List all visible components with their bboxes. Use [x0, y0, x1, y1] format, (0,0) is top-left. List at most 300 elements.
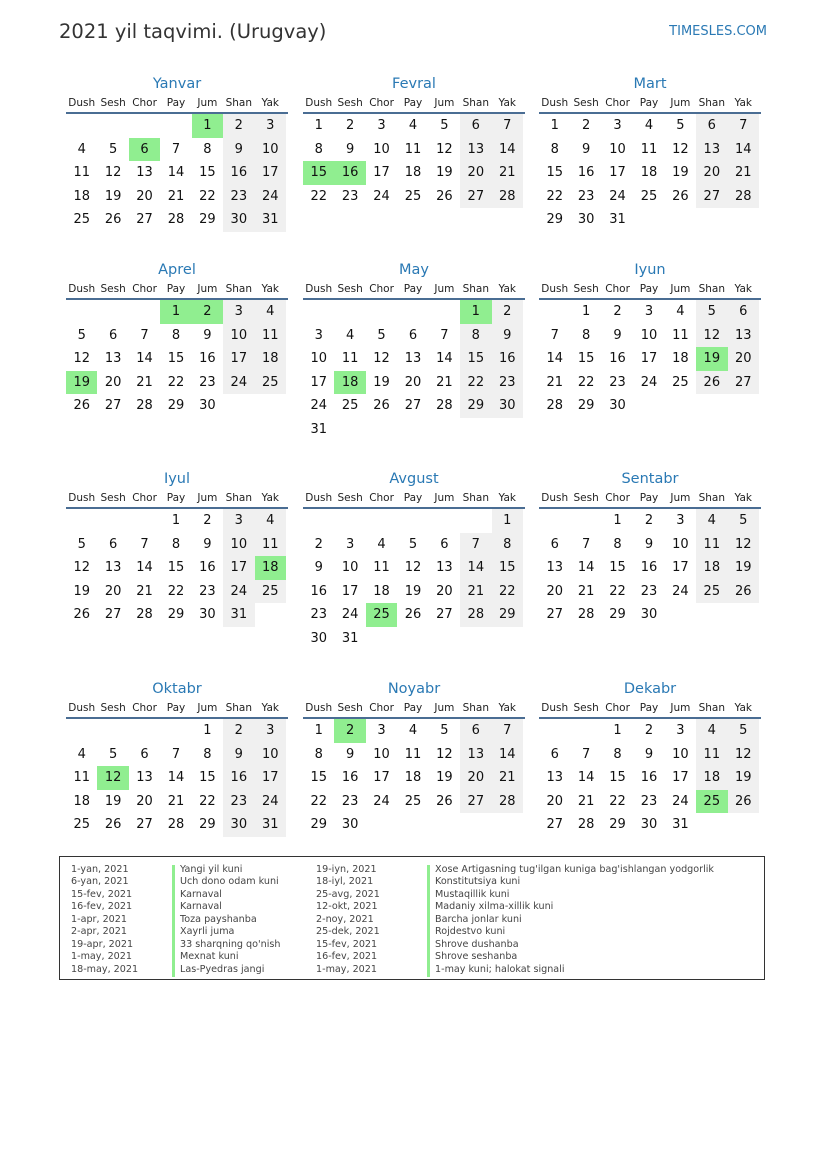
- day-cell: 1: [613, 513, 622, 528]
- day-cell: 8: [314, 141, 323, 157]
- day-cell: 2: [223, 114, 254, 138]
- day-cell: 8: [314, 746, 323, 762]
- day-cell: 28: [436, 398, 453, 414]
- day-cell: 4: [696, 719, 727, 743]
- day-cell: 23: [341, 188, 359, 204]
- day-cell: 18: [640, 165, 658, 181]
- day-cell: 4: [255, 509, 286, 533]
- month-name: Sentabr: [621, 471, 679, 487]
- day-empty: [334, 509, 365, 533]
- day-cell-holiday: 2: [192, 300, 223, 324]
- day-cell: 2: [613, 304, 622, 319]
- day-cell: 8: [613, 746, 622, 762]
- holiday-date: 1-yan, 2021: [71, 864, 129, 875]
- day-cell: 19: [436, 770, 453, 786]
- day-cell: 3: [223, 300, 254, 324]
- weekday-label: Yak: [261, 97, 279, 109]
- day-cell: 6: [108, 327, 118, 343]
- day-cell: 24: [223, 580, 254, 604]
- weekday-label: Chor: [605, 492, 630, 504]
- day-cell: 4: [345, 327, 355, 343]
- weekday-label: Yak: [734, 97, 752, 109]
- day-cell: 28: [460, 603, 491, 627]
- weekday-label: Pay: [403, 97, 423, 109]
- day-cell: 8: [613, 536, 622, 552]
- weekday-label: Jum: [197, 492, 218, 504]
- holiday-name: Shrove seshanba: [435, 951, 518, 963]
- day-cell: 26: [436, 793, 453, 809]
- day-cell: 6: [108, 536, 118, 552]
- weekday-label: Shan: [462, 283, 490, 295]
- month-name: Noyabr: [387, 681, 441, 697]
- day-empty: [570, 509, 601, 533]
- month-name: Oktabr: [152, 681, 202, 697]
- day-cell: 6: [696, 114, 727, 138]
- day-cell: 20: [136, 793, 153, 809]
- day-cell: 27: [696, 185, 727, 209]
- day-cell: 24: [255, 790, 286, 814]
- day-cell: 21: [492, 161, 523, 185]
- weekday-label: Jum: [197, 97, 218, 109]
- day-cell: 15: [167, 560, 185, 576]
- day-cell: 18: [696, 766, 727, 790]
- holiday-date: 12-okt, 2021: [316, 901, 378, 913]
- day-cell: 31: [223, 603, 254, 627]
- weekday-label: Dush: [68, 97, 96, 109]
- day-cell: 12: [404, 560, 422, 576]
- day-cell: 25: [341, 398, 359, 414]
- day-cell: 10: [609, 141, 626, 157]
- weekday-label: Jum: [434, 283, 455, 295]
- day-cell: 14: [167, 770, 185, 786]
- weekday-label: Pay: [639, 702, 659, 714]
- day-cell: 26: [373, 398, 390, 414]
- day-cell: 1: [613, 723, 622, 738]
- day-cell: 25: [640, 188, 658, 204]
- day-cell: 30: [640, 817, 658, 833]
- weekday-label: Chor: [605, 97, 630, 109]
- day-cell: 2: [644, 723, 654, 738]
- weekday-label: Sesh: [573, 702, 599, 714]
- day-cell: 31: [310, 421, 327, 437]
- day-grid: [539, 509, 761, 627]
- day-cell: 7: [140, 536, 149, 552]
- day-empty: [429, 300, 460, 324]
- holiday-name: Konstitutsiya kuni: [435, 876, 521, 888]
- day-cell: 13: [546, 770, 563, 786]
- day-cell: 3: [377, 118, 386, 133]
- day-empty: [97, 300, 128, 324]
- weekday-label: Yak: [261, 492, 279, 504]
- day-cell: 1: [492, 509, 523, 533]
- day-cell: 12: [104, 165, 122, 181]
- holiday-date: 15-fev, 2021: [71, 888, 133, 900]
- day-cell: 1: [314, 723, 323, 738]
- weekday-label: Sesh: [337, 283, 363, 295]
- day-cell: 19: [73, 583, 90, 599]
- day-cell: 26: [104, 212, 122, 228]
- day-cell: 26: [728, 790, 759, 814]
- brand-link[interactable]: TIMESLES.COM: [669, 24, 767, 39]
- day-cell: 31: [255, 208, 286, 232]
- day-cell: 27: [460, 185, 491, 209]
- holiday-date: 25-avg, 2021: [316, 888, 380, 900]
- day-cell: 21: [577, 583, 595, 599]
- weekday-label: Dush: [305, 702, 333, 714]
- day-cell: 5: [77, 536, 86, 552]
- day-cell: 10: [223, 533, 254, 557]
- holiday-name: Shrove dushanba: [435, 938, 519, 950]
- day-cell: 12: [73, 560, 90, 576]
- weekday-label: Chor: [605, 283, 630, 295]
- day-cell: 13: [460, 743, 491, 767]
- day-cell: 11: [404, 746, 422, 762]
- day-cell: 28: [167, 212, 185, 228]
- day-cell: 1: [581, 304, 591, 319]
- day-cell: 10: [640, 327, 658, 343]
- day-grid: [303, 719, 525, 837]
- day-cell: 6: [460, 719, 491, 743]
- weekday-label: Yak: [734, 492, 752, 504]
- day-cell: 13: [136, 770, 153, 786]
- holiday-name: Xose Artigasning tug'ilgan kuniga bag'ishlangan yodgorlik: [435, 864, 714, 875]
- day-cell: 21: [167, 793, 185, 809]
- day-cell: 4: [676, 304, 685, 319]
- day-cell: 13: [546, 560, 563, 576]
- day-cell: 3: [676, 723, 685, 738]
- holiday-name: Madaniy xilma-xillik kuni: [435, 901, 554, 913]
- day-cell: 12: [436, 141, 453, 157]
- day-cell: 3: [255, 719, 286, 743]
- weekday-label: Chor: [132, 702, 157, 714]
- day-cell: 22: [492, 580, 523, 604]
- day-cell: 4: [696, 509, 727, 533]
- day-cell: 24: [672, 583, 689, 599]
- weekday-header: [303, 280, 525, 300]
- day-cell: 29: [609, 817, 626, 833]
- day-cell: 5: [408, 536, 418, 552]
- day-grid: [66, 719, 288, 837]
- day-cell: 22: [546, 188, 563, 204]
- day-cell: 26: [696, 371, 727, 395]
- day-cell: 25: [672, 374, 689, 390]
- day-cell: 1: [203, 723, 212, 738]
- day-cell: 5: [728, 509, 759, 533]
- day-cell: 12: [696, 324, 727, 348]
- day-cell: 2: [581, 118, 591, 133]
- day-cell: 8: [203, 141, 212, 157]
- day-cell: 5: [440, 723, 449, 738]
- holiday-name: Mustaqillik kuni: [435, 888, 510, 900]
- weekday-header: [66, 489, 288, 509]
- day-cell: 16: [310, 583, 327, 599]
- weekday-label: Yak: [734, 283, 752, 295]
- weekday-label: Shan: [698, 97, 726, 109]
- day-cell: 4: [644, 118, 654, 133]
- weekday-label: Sesh: [100, 702, 126, 714]
- day-empty: [460, 509, 491, 533]
- weekday-label: Dush: [305, 97, 333, 109]
- day-cell: 9: [345, 141, 355, 157]
- day-cell: 23: [223, 185, 254, 209]
- weekday-label: Jum: [197, 283, 218, 295]
- day-cell: 31: [672, 817, 689, 833]
- day-cell: 25: [404, 188, 422, 204]
- day-cell: 4: [377, 536, 386, 552]
- month-mart: [539, 72, 761, 232]
- weekday-label: Dush: [68, 283, 96, 295]
- day-grid: [303, 509, 525, 651]
- day-cell: 20: [460, 161, 491, 185]
- day-cell: 13: [404, 351, 422, 367]
- day-cell: 4: [255, 300, 286, 324]
- day-cell: 23: [640, 583, 658, 599]
- weekday-header: [66, 699, 288, 719]
- day-cell: 26: [73, 398, 90, 414]
- day-empty: [97, 114, 128, 138]
- holiday-name: Mexnat kuni: [180, 951, 239, 963]
- day-cell: 30: [199, 398, 216, 414]
- day-cell: 13: [104, 560, 122, 576]
- day-cell: 23: [310, 607, 327, 623]
- day-cell: 20: [104, 374, 122, 390]
- day-cell: 27: [136, 817, 153, 833]
- day-cell: 14: [436, 351, 453, 367]
- day-cell: 24: [310, 398, 327, 414]
- day-cell: 14: [546, 351, 563, 367]
- holiday-name: 33 sharqning qo'nish: [180, 938, 281, 950]
- weekday-label: Jum: [670, 97, 691, 109]
- weekday-label: Sesh: [100, 283, 126, 295]
- day-cell: 28: [136, 398, 153, 414]
- day-cell: 24: [373, 188, 390, 204]
- day-cell: 5: [108, 746, 118, 762]
- day-cell: 29: [199, 212, 216, 228]
- day-cell: 8: [203, 746, 212, 762]
- day-cell: 27: [104, 607, 122, 623]
- day-empty: [539, 300, 570, 324]
- month-aprel: [66, 258, 288, 418]
- day-cell: 26: [73, 607, 90, 623]
- weekday-header: [303, 94, 525, 114]
- weekday-label: Shan: [225, 283, 253, 295]
- day-empty: [303, 509, 334, 533]
- day-cell: 8: [550, 141, 559, 157]
- holiday-date: 19-apr, 2021: [71, 938, 134, 950]
- day-empty: [366, 509, 397, 533]
- weekday-label: Sesh: [100, 97, 126, 109]
- day-cell: 3: [223, 509, 254, 533]
- day-grid: [66, 300, 288, 418]
- weekday-label: Sesh: [573, 492, 599, 504]
- day-cell: 17: [672, 560, 689, 576]
- weekday-label: Sesh: [100, 492, 126, 504]
- day-cell: 17: [223, 556, 254, 580]
- day-cell: 25: [73, 817, 90, 833]
- day-cell: 24: [223, 371, 254, 395]
- weekday-label: Shan: [462, 702, 490, 714]
- month-sentabr: [539, 467, 761, 627]
- weekday-label: Pay: [166, 97, 186, 109]
- day-cell: 31: [255, 813, 286, 837]
- day-cell-holiday: 6: [129, 138, 160, 162]
- day-cell: 17: [255, 161, 286, 185]
- weekday-label: Dush: [68, 492, 96, 504]
- day-cell: 15: [546, 165, 563, 181]
- day-cell: 15: [577, 351, 595, 367]
- day-cell: 2: [223, 719, 254, 743]
- day-cell: 18: [404, 165, 422, 181]
- day-cell: 5: [377, 327, 386, 343]
- day-cell: 30: [223, 813, 254, 837]
- day-cell: 10: [672, 746, 689, 762]
- day-cell: 6: [550, 536, 559, 552]
- day-cell: 22: [199, 188, 216, 204]
- day-cell: 20: [728, 347, 759, 371]
- day-cell: 11: [73, 770, 90, 786]
- day-cell: 7: [460, 533, 491, 557]
- day-cell: 2: [492, 300, 523, 324]
- weekday-label: Pay: [403, 702, 423, 714]
- day-cell: 11: [640, 141, 658, 157]
- day-empty: [539, 719, 570, 743]
- day-cell: 28: [136, 607, 153, 623]
- holiday-name: Xayrli juma: [180, 926, 235, 938]
- day-cell: 11: [341, 351, 359, 367]
- day-cell-holiday: 15: [303, 161, 334, 185]
- day-cell: 20: [546, 793, 563, 809]
- day-cell-holiday: 25: [366, 603, 397, 627]
- day-cell: 17: [310, 374, 327, 390]
- day-cell: 17: [255, 766, 286, 790]
- holiday-date: 15-fev, 2021: [316, 938, 378, 950]
- month-name: May: [399, 262, 429, 278]
- day-empty: [429, 509, 460, 533]
- month-yanvar: [66, 72, 288, 232]
- weekday-label: Dush: [68, 702, 96, 714]
- month-name: Aprel: [158, 262, 196, 278]
- day-cell: 22: [167, 583, 185, 599]
- day-cell: 11: [696, 743, 727, 767]
- day-cell: 30: [609, 398, 626, 414]
- day-cell: 12: [728, 533, 759, 557]
- day-cell: 21: [460, 580, 491, 604]
- weekday-header: [303, 489, 525, 509]
- day-cell: 21: [167, 188, 185, 204]
- weekday-label: Shan: [225, 702, 253, 714]
- day-cell: 26: [728, 580, 759, 604]
- day-cell: 23: [640, 793, 658, 809]
- day-cell: 30: [223, 208, 254, 232]
- day-cell: 27: [546, 607, 563, 623]
- day-cell: 13: [696, 138, 727, 162]
- weekday-label: Pay: [166, 283, 186, 295]
- day-cell: 11: [404, 141, 422, 157]
- day-cell: 5: [676, 118, 685, 133]
- weekday-label: Yak: [261, 702, 279, 714]
- day-cell: 8: [581, 327, 591, 343]
- month-fevral: [303, 72, 525, 208]
- day-cell: 24: [609, 188, 626, 204]
- day-cell: 16: [223, 766, 254, 790]
- weekday-label: Sesh: [573, 283, 599, 295]
- day-empty: [539, 509, 570, 533]
- holiday-date: 2-apr, 2021: [71, 926, 127, 938]
- weekday-label: Shan: [225, 97, 253, 109]
- holiday-date: 18-may, 2021: [71, 963, 139, 975]
- weekday-label: Shan: [698, 492, 726, 504]
- day-cell: 14: [728, 138, 759, 162]
- day-cell: 23: [199, 374, 216, 390]
- day-cell: 7: [581, 536, 591, 552]
- day-cell: 14: [577, 560, 595, 576]
- day-cell: 27: [460, 790, 491, 814]
- weekday-label: Sesh: [337, 97, 363, 109]
- day-cell-holiday: 25: [696, 790, 727, 814]
- day-cell: 9: [613, 327, 622, 343]
- day-cell: 28: [577, 817, 595, 833]
- day-cell: 8: [171, 327, 181, 343]
- day-empty: [129, 114, 160, 138]
- day-cell: 16: [492, 347, 523, 371]
- day-cell: 4: [77, 746, 86, 762]
- day-cell: 7: [581, 746, 591, 762]
- month-iyun: [539, 258, 761, 418]
- day-cell: 18: [73, 793, 90, 809]
- weekday-label: Chor: [369, 283, 394, 295]
- day-cell: 28: [492, 790, 523, 814]
- weekday-header: [539, 699, 761, 719]
- holiday-bar-1: [172, 865, 175, 977]
- weekday-label: Dush: [541, 97, 569, 109]
- weekday-label: Shan: [698, 283, 726, 295]
- day-cell: 17: [609, 165, 626, 181]
- day-cell: 2: [345, 118, 355, 133]
- weekday-label: Dush: [541, 492, 569, 504]
- day-cell: 17: [373, 770, 390, 786]
- day-cell: 30: [310, 630, 327, 646]
- day-cell: 15: [310, 770, 327, 786]
- month-avgust: [303, 467, 525, 651]
- day-cell: 9: [203, 327, 212, 343]
- day-cell: 24: [255, 185, 286, 209]
- day-cell: 25: [73, 212, 90, 228]
- holiday-date: 19-iyn, 2021: [316, 864, 377, 875]
- day-cell: 7: [492, 114, 523, 138]
- day-cell: 26: [404, 607, 422, 623]
- day-cell: 21: [728, 161, 759, 185]
- day-cell: 19: [728, 766, 759, 790]
- weekday-label: Chor: [605, 702, 630, 714]
- day-empty: [66, 719, 97, 743]
- day-cell: 14: [136, 560, 153, 576]
- day-cell: 29: [546, 212, 563, 228]
- weekday-label: Sesh: [573, 97, 599, 109]
- day-cell: 13: [136, 165, 153, 181]
- day-cell: 15: [460, 347, 491, 371]
- weekday-label: Yak: [498, 97, 516, 109]
- holiday-name: Yangi yil kuni: [180, 864, 243, 875]
- day-cell: 6: [140, 746, 149, 762]
- day-cell: 28: [546, 398, 563, 414]
- day-cell: 7: [140, 327, 149, 343]
- day-cell: 9: [644, 536, 654, 552]
- day-cell: 4: [408, 723, 418, 738]
- weekday-header: [66, 280, 288, 300]
- day-cell: 11: [255, 533, 286, 557]
- day-empty: [66, 509, 97, 533]
- weekday-label: Pay: [639, 283, 659, 295]
